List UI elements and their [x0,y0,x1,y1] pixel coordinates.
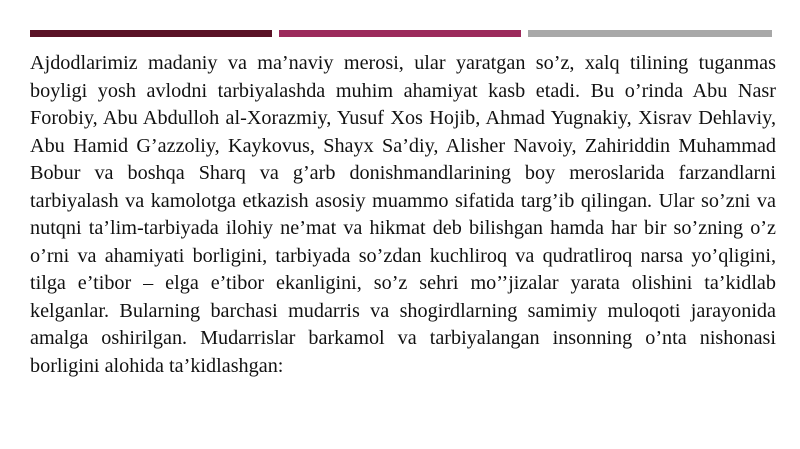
decor-bar-gray [528,30,772,37]
top-decorative-bars [30,30,772,37]
decor-bar-maroon [30,30,272,37]
slide-body-paragraph: Ajdodlarimiz madaniy va ma’naviy merosi, ular yaratgan so’z, xalq tilining tuganmas boyligi yosh avlodni tarbiyalashda muhim ahamiyat kasb etadi. Bu o’rinda Abu Nasr Forobiy, Abu Abdulloh al-Xorazmiy, Yusuf Xos Hojib, Ahmad Yugnakiy, Xisrav Dehlaviy, Abu Hamid G’azzoliy, Kaykovus, Shayx Sa’diy, Alisher Navoiy, Zahiriddin Muhammad Bobur va boshqa Sharq va g’arb donishmandlarining boy meroslarida farzandlarni tarbiyalash va kamolotga etkazish asosiy muammo sifatida targ’ib qilingan. Ular so’zni va nutqni ta’lim-tarbiyada ilohiy ne’mat va hikmat deb bilishgan hamda har bir so’zning o’z o’rni va ahamiyati borligini, tarbiyada so’zdan kuchliroq va qudratliroq narsa yo’qligini, tilga e’tibor – elga e’tibor ekanligini, so’z sehri mo’’jizalar yarata olishini ta’kidlab kelganlar. Bularning barchasi mudarris va shogirdlarning samimiy muloqoti jarayonida amalga oshirilgan. Mudarrislar barkamol va tarbiyalangan insonning o’nta nishonasi borligini alohida ta’kidlashgan: [30,52,776,377]
decor-bar-magenta [279,30,521,37]
